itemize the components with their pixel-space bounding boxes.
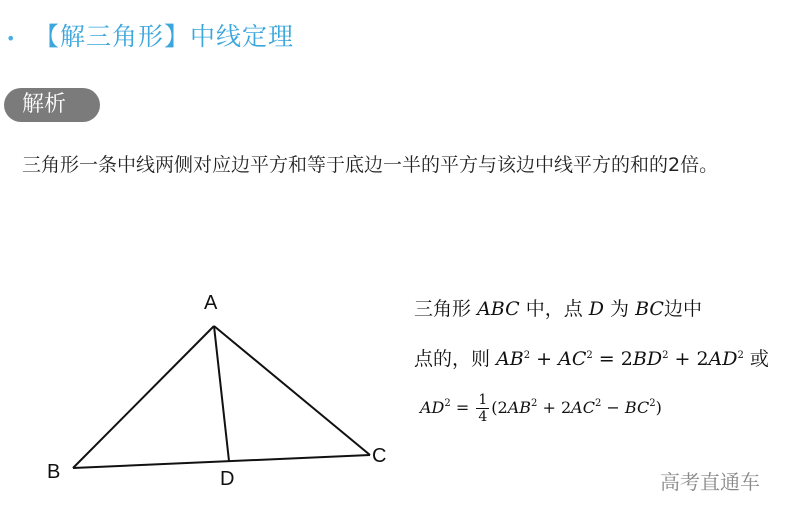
vertex-label-d: D xyxy=(220,468,235,490)
page-title: 【解三角形】中线定理 xyxy=(34,22,295,51)
vertex-label-a: A xyxy=(204,292,218,314)
explanation-line-1: 三角形 ABC 中，点 D 为 BC边中 xyxy=(414,298,702,320)
watermark-text: 高考直通车 xyxy=(660,470,760,494)
side-ac xyxy=(214,326,370,455)
analysis-badge: 解析 xyxy=(4,88,100,122)
bullet-dot: • xyxy=(6,29,16,48)
side-ab xyxy=(73,326,214,468)
vertex-label-b: B xyxy=(47,461,61,483)
side-bc xyxy=(73,455,370,468)
vertex-label-c: C xyxy=(372,445,387,467)
theorem-statement: 三角形一条中线两侧对应边平方和等于底边一半的平方与该边中线平方的和的2倍。 xyxy=(22,154,719,176)
explanation-line-2: 点的，则 $AB^2 + AC^2 = 2BD^2 + 2AD^2$ 或 xyxy=(414,348,769,370)
median-ad xyxy=(214,326,229,461)
explanation-formula: $AD^2$ = $\frac{1}{4}$ $(2AB^2 + 2AC^2 - BC^2)$ xyxy=(420,392,662,425)
fraction-one-quarter: $\frac{1}{4}$ xyxy=(478,392,488,425)
